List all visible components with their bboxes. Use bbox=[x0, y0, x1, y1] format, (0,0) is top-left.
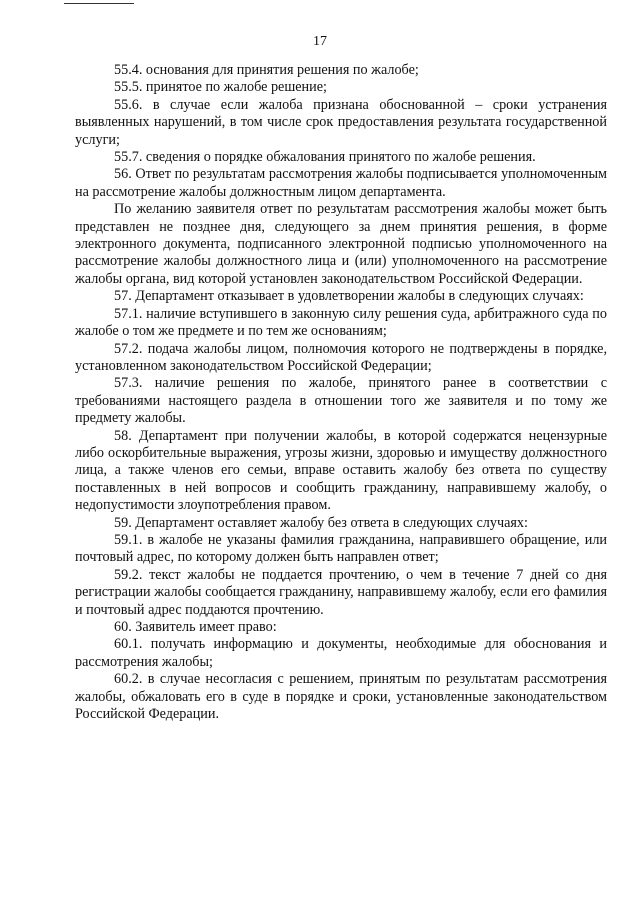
paragraph-55-4: 55.4. основания для принятия решения по жалобе; bbox=[114, 62, 419, 78]
paragraph-57-2: 57.2. подача жалобы лицом, полномочия которого не подтверждены в порядке, установленном законодательством Российской Федерации; bbox=[75, 340, 607, 374]
paragraph-59-2: 59.2. текст жалобы не поддается прочтению, о чем в течение 7 дней со дня регистрации жалобы сообщается гражданину, направившему жалобу, если его фамилия и почтовый адрес поддаются прочтению. bbox=[75, 566, 607, 618]
paragraph-60: 60. Заявитель имеет право: bbox=[114, 619, 277, 635]
paragraph-56-electronic: По желанию заявителя ответ по результатам рассмотрения жалобы может быть представлен не позднее дня, следующего за днем принятия решения, в форме электронного документа, подписанного электронной подписью уполномоченного на рассмотрение жалобы должностного лица и (или) уполномоченного на рассмотрение жалобы органа, вид которой установлен законодательством Российской Федерации. bbox=[75, 201, 607, 287]
paragraph-57: 57. Департамент отказывает в удовлетворении жалобы в следующих случаях: bbox=[114, 288, 584, 305]
paragraph-55-7: 55.7. сведения о порядке обжалования принятого по жалобе решения. bbox=[114, 149, 536, 166]
paragraph-58: 58. Департамент при получении жалобы, в которой содержатся нецензурные либо оскорбительные выражения, угрозы жизни, здоровью и имуществу должностного лица, а также членов его семьи, вправе оставить жалобу без ответа по существу поставленных в ней вопросов и сообщить гражданину, направившему жалобу, о недопустимости злоупотребления правом. bbox=[75, 427, 607, 514]
page-number: 17 bbox=[313, 34, 327, 49]
paragraph-60-1: 60.1. получать информацию и документы, необходимые для обоснования и рассмотрения жалобы; bbox=[75, 636, 607, 670]
paragraph-56: 56. Ответ по результатам рассмотрения жалобы подписывается уполномоченным на рассмотрение жалобы должностным лицом департамента. bbox=[75, 166, 607, 200]
paragraph-57-3: 57.3. наличие решения по жалобе, принятого ранее в соответствии с требованиями настоящего раздела в отношении того же заявителя и по тому же предмету жалобы. bbox=[75, 375, 607, 427]
paragraph-55-5: 55.5. принятое по жалобе решение; bbox=[114, 79, 327, 96]
top-rule bbox=[64, 3, 134, 4]
paragraph-59-1: 59.1. в жалобе не указаны фамилия гражданина, направившего обращение, или почтовый адрес, по которому должен быть направлен ответ; bbox=[75, 531, 607, 566]
paragraph-55-6: 55.6. в случае если жалоба признана обоснованной – сроки устранения выявленных нарушений, в том числе срок предоставления результата государственной услуги; bbox=[75, 96, 607, 148]
paragraph-59: 59. Департамент оставляет жалобу без ответа в следующих случаях: bbox=[114, 514, 528, 531]
paragraph-57-1: 57.1. наличие вступившего в законную силу решения суда, арбитражного суда по жалобе о том же предмете и по тем же основаниям; bbox=[75, 305, 607, 340]
document-body bbox=[75, 62, 607, 723]
paragraph-60-2: 60.2. в случае несогласия с решением, принятым по результатам рассмотрения жалобы, обжаловать его в суде в порядке и сроки, установленные законодательством Российской Федерации. bbox=[75, 671, 607, 723]
